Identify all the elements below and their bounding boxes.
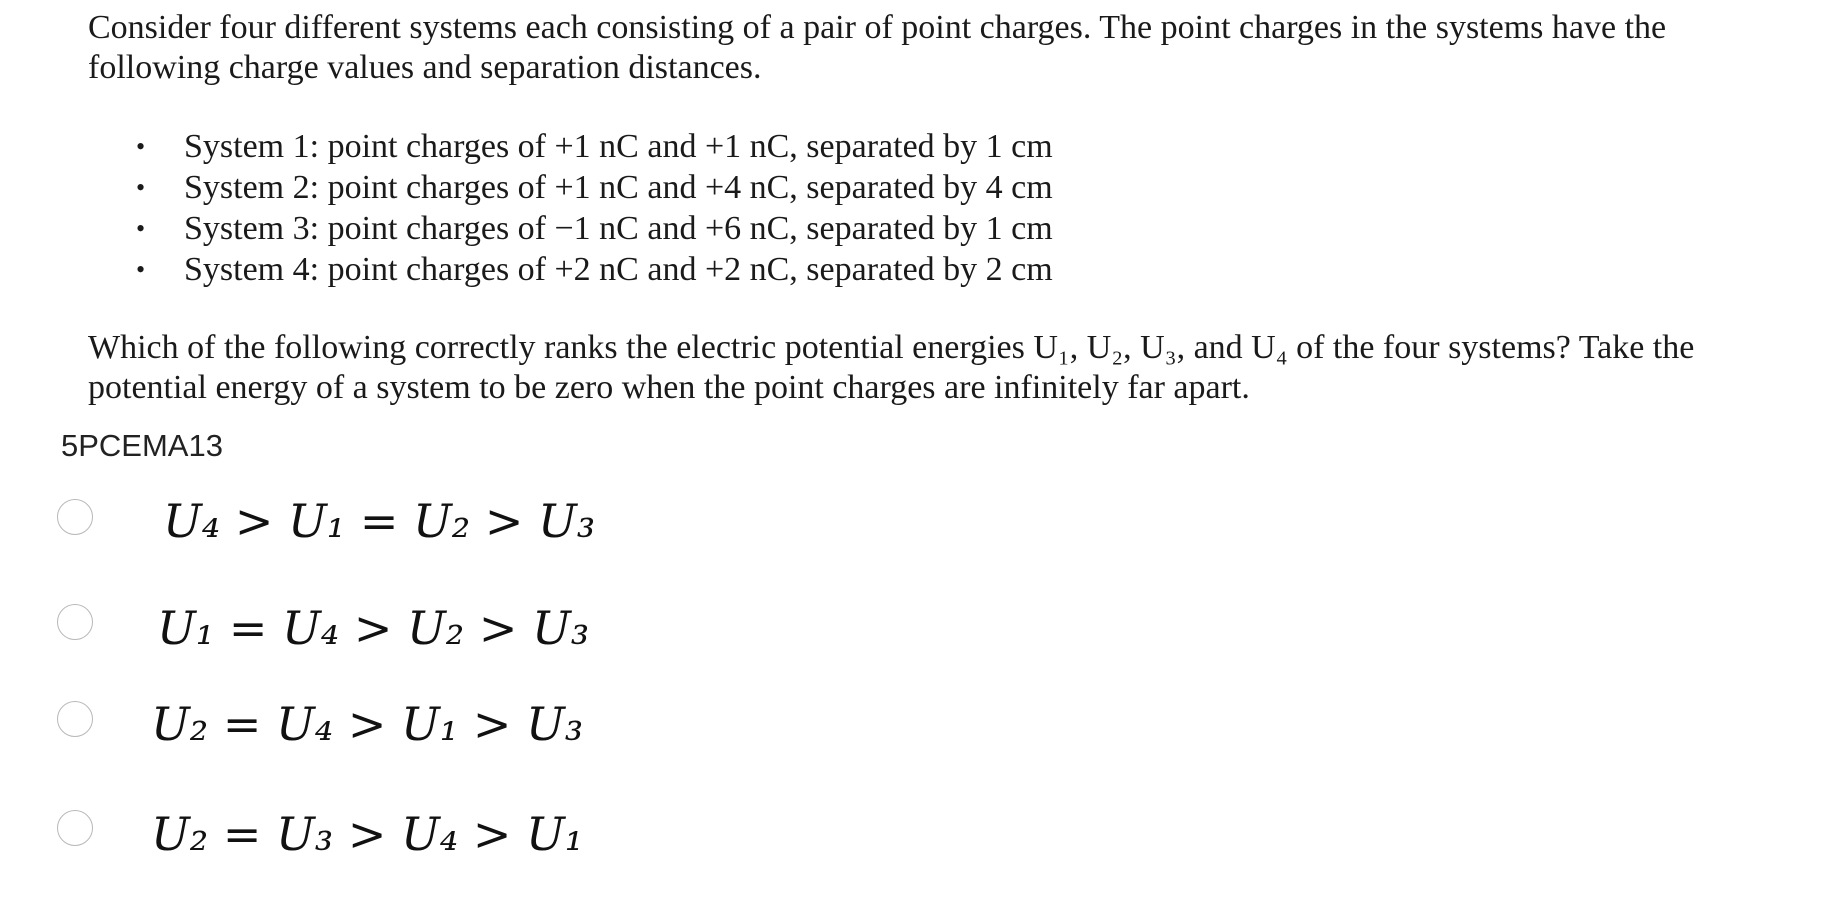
question-id: 5PCEMA13 (61, 428, 223, 463)
system-label: System 1: point charges of +1 nC and +1 nC, separated by 1 cm (184, 128, 1053, 165)
system-label: System 3: point charges of −1 nC and +6 nC, separated by 1 cm (184, 210, 1053, 247)
answer-formula: U₁ = U₄ > U₂ > U₃ (157, 601, 590, 655)
radio-button[interactable] (57, 701, 93, 737)
system-item (136, 249, 1788, 290)
radio-button[interactable] (57, 604, 93, 640)
bullet-icon: • (136, 132, 146, 161)
radio-button[interactable] (57, 810, 93, 846)
answer-formula: U₄ > U₁ = U₂ > U₃ (163, 494, 596, 548)
system-item (136, 126, 1788, 167)
bullet-icon: • (136, 255, 146, 284)
system-item (136, 167, 1788, 208)
system-item (136, 208, 1788, 249)
question-prompt: Which of the following correctly ranks the electric potential energies U₁, U₂, U₃, and U₄ of the four systems? Take the potential energy of a system to be zero when the point charges are infinitely far apart. (88, 329, 1695, 406)
answer-formula: U₂ = U₄ > U₁ > U₃ (151, 697, 584, 751)
system-label: System 4: point charges of +2 nC and +2 nC, separated by 2 cm (184, 251, 1053, 288)
question-stem (88, 8, 1788, 408)
bullet-icon: • (136, 173, 146, 202)
system-label: System 2: point charges of +1 nC and +4 nC, separated by 4 cm (184, 169, 1053, 206)
system-list (88, 126, 1788, 290)
bullet-icon: • (136, 214, 146, 243)
radio-button[interactable] (57, 499, 93, 535)
answer-formula: U₂ = U₃ > U₄ > U₁ (151, 807, 584, 861)
question-intro: Consider four different systems each consisting of a pair of point charges. The point charges in the systems have the following charge values and separation distances. (88, 9, 1667, 86)
